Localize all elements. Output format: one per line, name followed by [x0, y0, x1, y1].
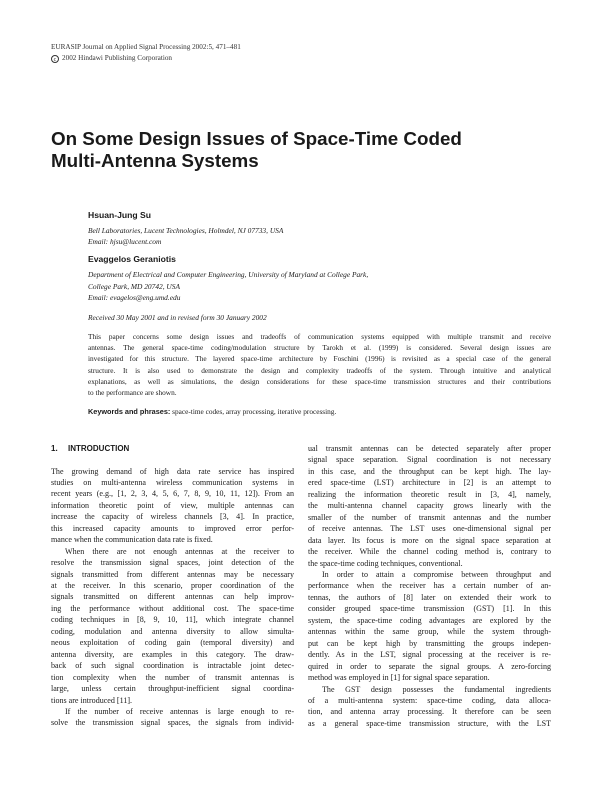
body-line: smaller of the number of transmit antennas and the number	[308, 512, 551, 522]
body-line: realizing the information theoretic result in [3, 4], namely,	[308, 489, 551, 499]
abstract-line: investigated for this structure. The layered space-time architecture by Foschini (1996) is revisited as a special case of the general	[88, 354, 551, 364]
body-line: ing the performance without additional cost. The space-time	[51, 603, 294, 613]
body-line: resolve the transmission signal spaces, joint detection of the	[51, 558, 294, 568]
abstract	[88, 331, 551, 398]
abstract-line: This paper concerns some design issues and tradeoffs of communication systems equipped with multiple transmit and receive	[88, 332, 551, 341]
author-block	[88, 209, 558, 323]
body-line: signal space separation. Signal coordination is not necessary	[308, 455, 551, 465]
body-line: at the receiver. In this scenario, proper coordination of the	[51, 581, 294, 591]
body-line: this increased capacity amounts to improved error perfor-	[51, 523, 294, 533]
body-line: studies on multi-antenna wireless communication systems in	[51, 477, 294, 487]
body-line: the multi-antenna channel capacity grows linearly with the	[308, 501, 551, 511]
body-line: solve the transmission signal spaces, the signals from individ-	[51, 718, 294, 728]
body-line: performance when the receiver has a certain number of an-	[308, 581, 551, 591]
paper-title	[51, 128, 551, 172]
body-line: coding techniques in [8, 9, 10, 11], which integrate channel	[51, 615, 294, 625]
body-line: data layer. Its focus is more on the signal space separation at	[308, 535, 551, 545]
abstract-line: structure. It is also used to demonstrate the design and complexity tradeoffs of the system. Through intuitive and analytical	[88, 365, 551, 375]
body-line: The GST design possesses the fundamental ingredients	[322, 684, 551, 694]
copyright-icon: c	[51, 55, 59, 63]
abstract-line: to the performance are shown.	[88, 388, 177, 398]
body-line: method was employed in [1] for signal space separation.	[308, 673, 490, 683]
body-line: the receiver. While the channel coding method is, contrary to	[308, 547, 551, 557]
body-line: tennas, the authors of [8] later on extended their work to	[308, 592, 551, 602]
abstract-line: explanations, as well as simulations, the design considerations for these space-time transmission structures and their contributions	[88, 376, 551, 386]
body-line: tion, and antenna array processing. It therefore can be seen	[308, 707, 551, 717]
body-line: increase the capacity of wireless channels [3, 4]. In practice,	[51, 512, 294, 522]
body-line: quired in order to separate the signal groups. A zero-forcing	[308, 661, 551, 671]
body-line: neous exploitation of coding gain (temporal diversity) and	[51, 638, 294, 648]
body-line: ual transmit antennas can be detected separately after proper	[308, 444, 551, 453]
body-line: In order to attain a compromise between throughput and	[322, 569, 551, 579]
keywords-text: space-time codes, array processing, iterative processing.	[170, 407, 337, 416]
body-line: coding, modulation and antenna diversity to allow simulta-	[51, 626, 294, 636]
body-line: the space-time coding techniques, conventional.	[308, 558, 463, 568]
body-line: in this case, and the throughput can be kept high. The lay-	[308, 466, 551, 476]
body-line: system, the space-time coding advantages are explored by the	[308, 615, 551, 625]
received-date: Received 30 May 2001 and in revised form 30 January 2002	[88, 313, 267, 323]
author-2-name: Evaggelos Geraniotis	[88, 254, 176, 265]
body-line: of receive antennas. The LST uses one-dimensional signal per	[308, 524, 551, 534]
section-number: 1.	[51, 444, 58, 453]
abstract-line: antennas. The general space-time coding/modulation structure by Tarokh et al. (1999) is considered. Several design issues are	[88, 343, 551, 353]
journal-citation: EURASIP Journal on Applied Signal Processing 2002:5, 471–481	[51, 43, 241, 51]
title-line-2: Multi-Antenna Systems	[51, 150, 259, 171]
body-line: If the number of receive antennas is large enough to re-	[65, 707, 294, 717]
author-2-email: Email: evagelos@eng.umd.edu	[88, 292, 181, 302]
body-line: as a general space-time transmission structure, with the LST	[308, 718, 551, 728]
body-line: signals transmitted from different antennas may be necessary	[51, 569, 294, 579]
body-line: mance when the communication data rate is fixed.	[51, 535, 213, 545]
body-line: antennas within the same group, while the system through-	[308, 627, 551, 637]
body-line: information theoretic point of view, multiple antennas can	[51, 500, 294, 510]
body-line: ered space-time (LST) architecture in [2] is an attempt to	[308, 478, 551, 488]
section-heading	[51, 443, 294, 454]
copyright-text: 2002 Hindawi Publishing Corporation	[62, 54, 173, 62]
body-line: When there are not enough antennas at the receiver to	[65, 546, 294, 556]
body-line: dently. As in the LST, signal processing at the receiver is re-	[308, 650, 551, 660]
body-line: tion complexity when the number of transmit antennas is	[51, 672, 294, 682]
right-column	[308, 443, 551, 729]
body-line: back of such signal coordination is intractable joint detec-	[51, 661, 294, 671]
body-line: recent years (e.g., [1, 2, 3, 4, 5, 6, 7, 8, 9, 10, 11, 12]). From an	[51, 489, 294, 499]
section-title: INTRODUCTION	[68, 444, 130, 453]
body-line: consider grouped space-time transmission (GST) [1]. In this	[308, 604, 551, 614]
copyright-line	[51, 53, 241, 64]
author-1-affiliation: Bell Laboratories, Lucent Technologies, Holmdel, NJ 07733, USA	[88, 226, 284, 235]
body-line: antenna diversity, are examples in this category. The draw-	[51, 649, 294, 659]
left-column	[51, 443, 294, 729]
author-2-affiliation-line-1: Department of Electrical and Computer Engineering, University of Maryland at College Park,	[88, 270, 369, 280]
body-line: large, unless certain throughput-inefficient signal coordina-	[51, 684, 294, 694]
body-line: tions are introduced [11].	[51, 695, 133, 705]
keywords	[88, 406, 551, 417]
author-1-name: Hsuan-Jung Su	[88, 210, 152, 220]
title-line-1: On Some Design Issues of Space-Time Coded	[51, 128, 462, 149]
author-2-affiliation-line-2: College Park, MD 20742, USA	[88, 281, 180, 291]
body-line: of a multi-antenna system: space-time coding, data alloca-	[308, 695, 551, 705]
keywords-label: Keywords and phrases:	[88, 407, 171, 416]
body-line: The growing demand of high data rate service has inspired	[51, 466, 294, 476]
body-line: signals transmitted on different antennas can help improv-	[51, 592, 294, 602]
body-line: put can be kept high by transmitting the groups indepen-	[308, 638, 551, 648]
journal-header	[51, 42, 241, 64]
author-1-email: Email: hjsu@lucent.com	[88, 237, 162, 247]
